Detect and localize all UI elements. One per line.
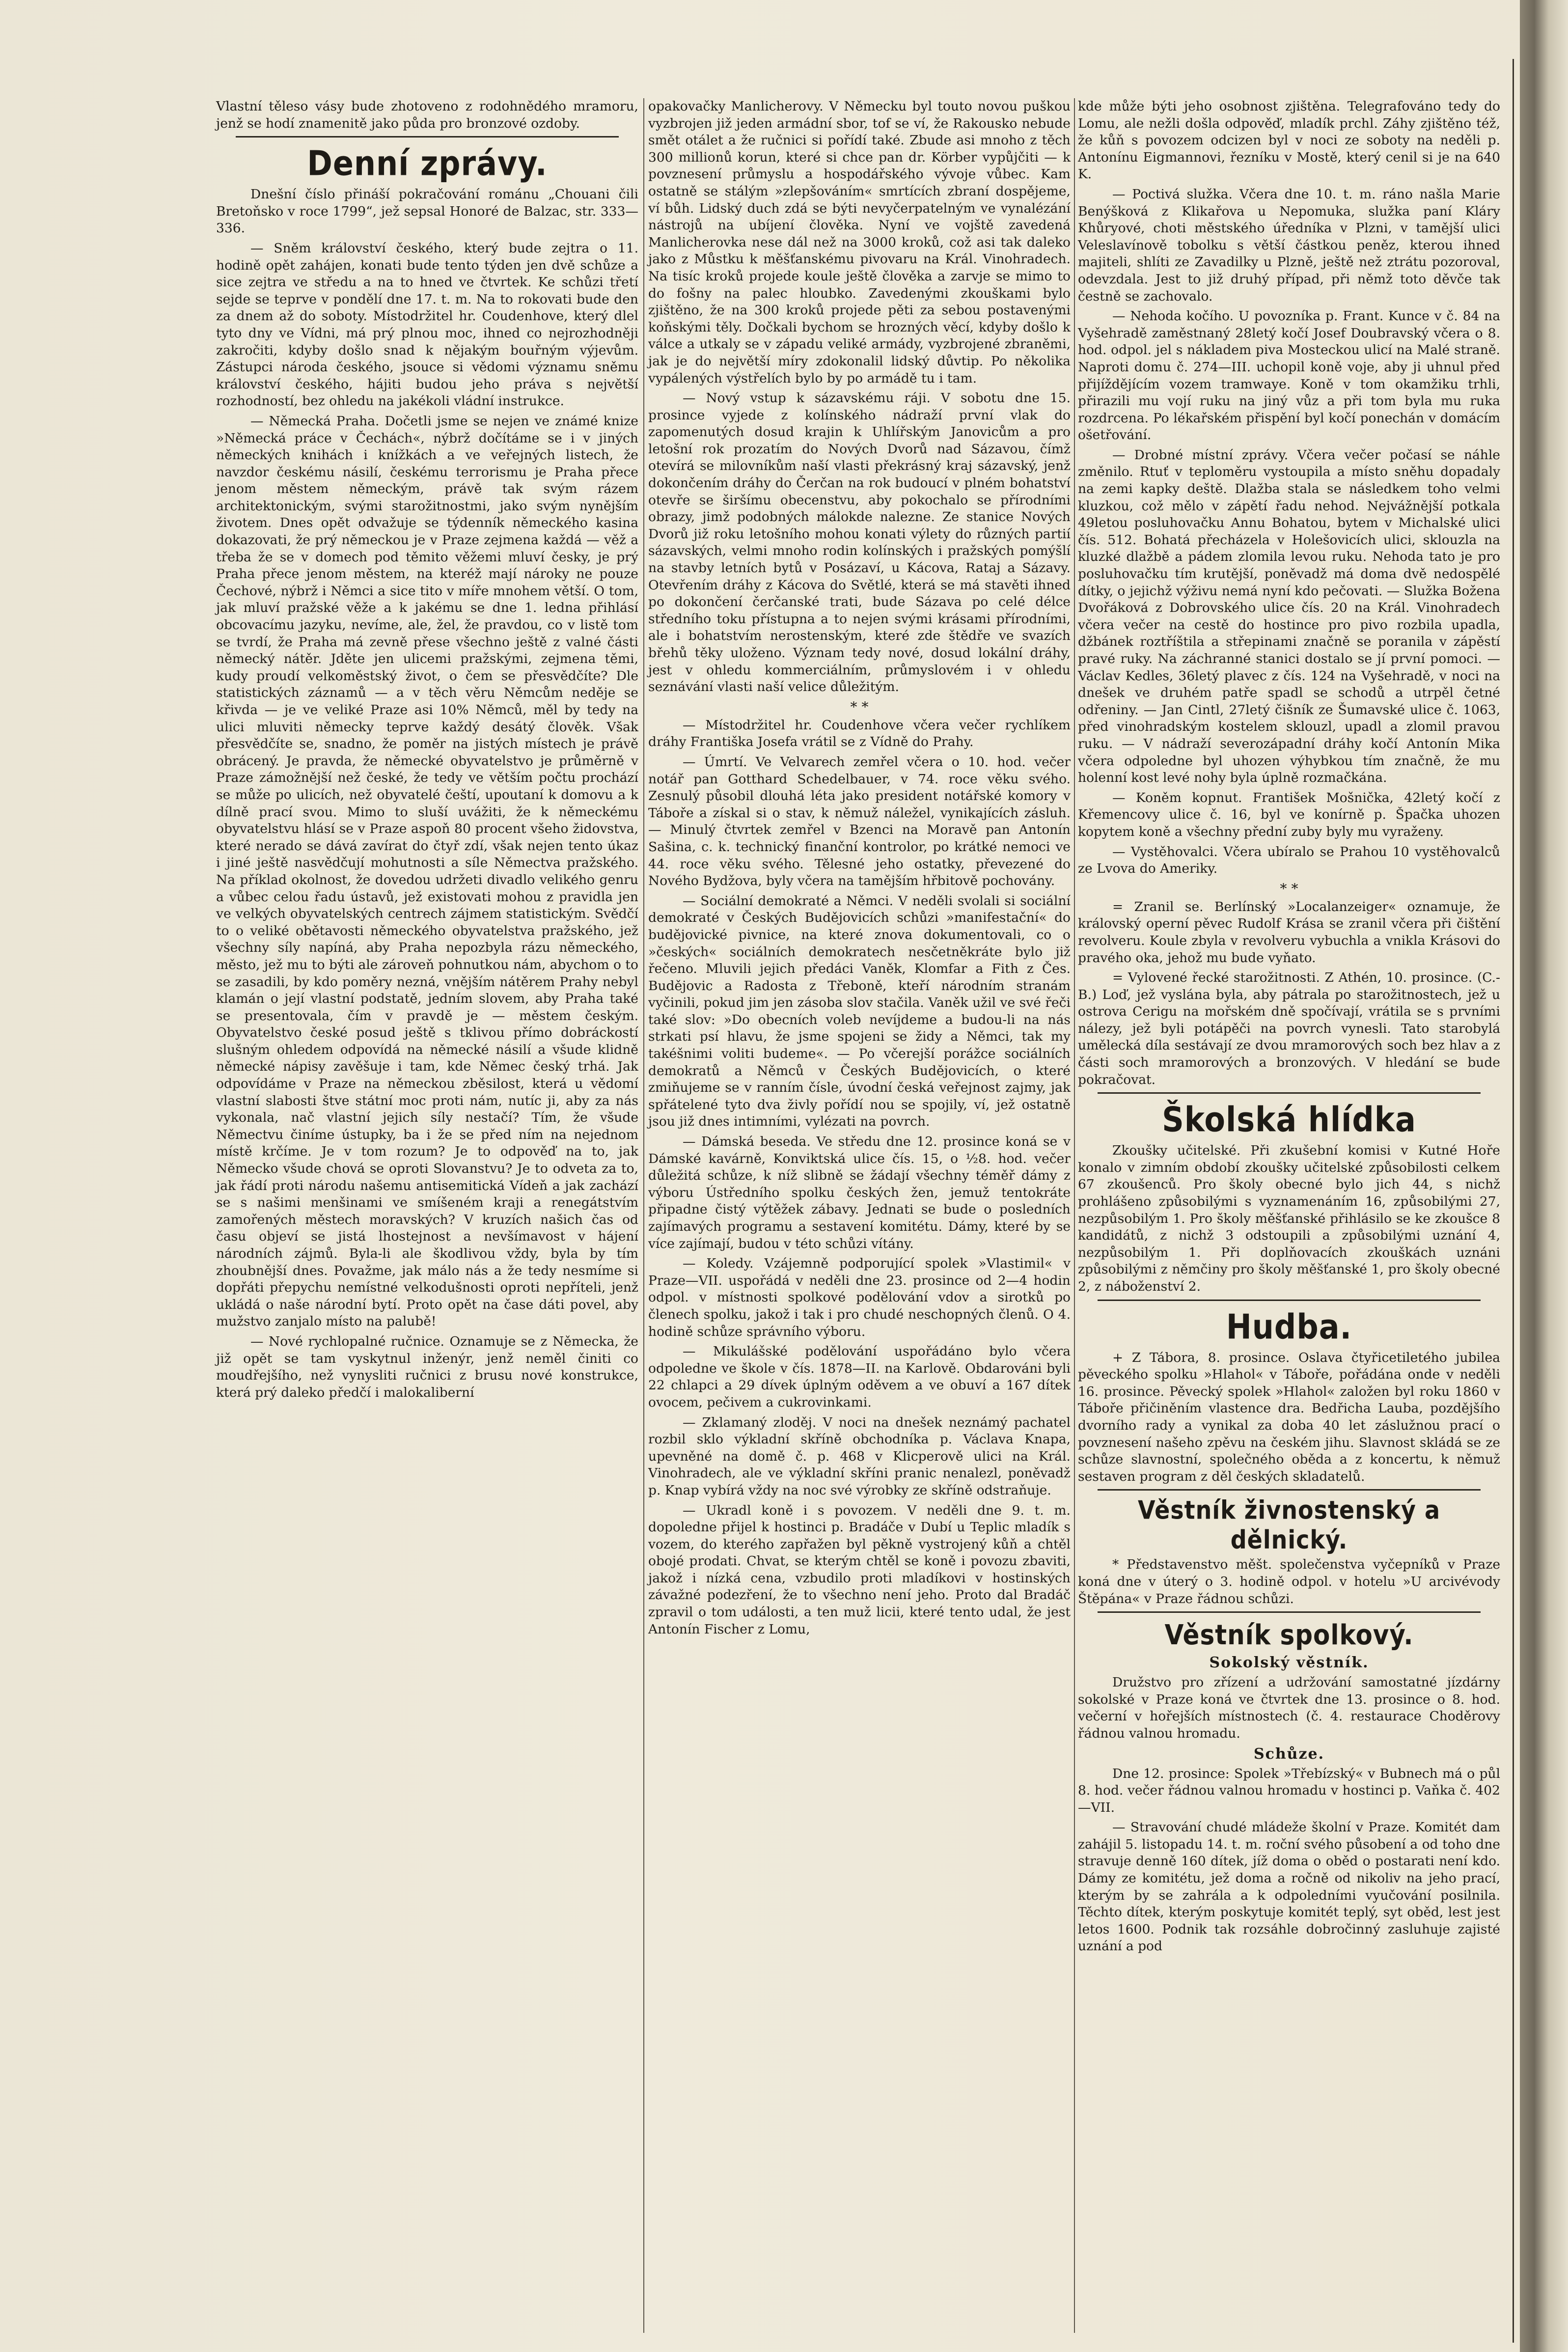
article-text: — Mikulášské podělování uspořádáno bylo včera odpoledne ve škole v čís. 1878—II. na Karlově. Obdarováni byli 22 chlapci a 29 dívek úplným oděvem a ve obuví a 167 dítek ovocem, pečivem a cukrovinkami.: [648, 1344, 1071, 1410]
section-heading: Školská hlídka: [1162, 1099, 1416, 1140]
article-text: kde může býti jeho osobnost zjištěna. Telegrafováno tedy do Lomu, ale nežli došla odpověď, mladík prchl. Záhy zjištěno též, že kůň s povozem odcizen byl v noci ze soboty na neděli p. Antonínu Eigmannovi, řezníku v Mostě, který cenil si je na 640 K.: [1078, 99, 1500, 182]
column-1: [216, 98, 638, 1404]
section-heading: Hudba.: [1226, 1306, 1352, 1347]
article-text: * Představenstvo měšt. společenstva vyčepníků v Praze koná dne v úterý o 3. hodině odpol. v hotelu »U arcivévody Štěpána« v Praze řádnou schůzi.: [1078, 1557, 1500, 1606]
article-text: — Ukradl koně i s povozem. V neděli dne 9. t. m. dopoledne přijel k hostinci p. Bradáče v Dubí u Teplic mladík s vozem, do kterého zapřažen byl pěkně vystrojený kůň a chtěl obojé prodati. Chvat, se kterým chtěl se koně i povozu zbaviti, jakož i nízká cena, vzbudilo proti mladíkovi v hostinských závažné podezření, že to všechno není jeho. Proto dal Bradáč zpravil o tom události, a ten muž licii, které tento udal, že jest Antonín Fischer z Lomu,: [648, 1502, 1071, 1637]
separator-stars: * *: [1280, 880, 1298, 897]
page-binding-edge: [1520, 0, 1568, 2352]
page-edge-line: [1513, 59, 1514, 2343]
article-text: Zkoušky učitelské. Při zkušební komisi v Kutné Hoře konalo v zimním období zkoušky učitelské způsobilosti celkem 67 zkoušenců. Pro školy obecné bylo jich 44, s nichž prohlášeno způsobilými s vyznamenáním 16, způsobilými 27, nezpůsobilým 1. Pro školy měšťanské přihlásilo se ke zkoušce 8 kandidátů, z nichž 3 odstoupili a způsobilými uznání 4, nezpůsobilým 1. Při doplňovacích zkouškách uznáni způsobilými z němčiny pro školy měšťanské 1, pro školy obecné 2, z náboženství 2.: [1078, 1143, 1500, 1294]
section-heading: Věstník spolkový.: [1164, 1619, 1414, 1651]
article-text: Dne 12. prosince: Spolek »Třebízský« v Bubnech má o půl 8. hod. večer řádnou valnou hromadu v hostinci p. Vaňka č. 402—VII.: [1078, 1766, 1500, 1815]
column-rule: [1074, 98, 1075, 2333]
section-heading: Věstník živnostenský a dělnický.: [1138, 1495, 1440, 1555]
column-3: [1078, 98, 1500, 1958]
article-text: = Zranil se. Berlínský »Localanzeiger« oznamuje, že královský operní pěvec Rudolf Krása se zranil včera při čištění revolveru. Koule zbyla v revolveru vybuchla a vnikla Krásovi do pravého oka, jehož mu bude vyňato.: [1078, 899, 1500, 966]
article-text: — Stravování chudé mládeže školní v Praze. Komitét dam zahájil 5. listopadu 14. t. m. roční svého působení a od toho dne stravuje denně 160 dítek, jíž doma o oběd o postarati není kdo. Dámy ze komitétu, jež doma a ročně od nikoliv na jeho prací, kterým by se zahrála a k odpoledními vyučování posilnila. Těchto dítek, kterým poskytuje komitét teplý, syt oběd, lest jest letos 1600. Podnik tak rozsáhle dobročinný zasluhuje zajisté uznání a pod: [1078, 1820, 1500, 1954]
article-text: — Německá Praha. Dočetli jsme se nejen ve známé knize »Německá práce v Čechách«, nýbrž dočítáme se i v jiných německých knihách i knížkách a ve veřejných listech, že navzdor českému násilí, českému terrorismu je Praha přece jenom městem německým, právě tak svým rázem architektonickým, svými starožitnostmi, jako svým nynějším životem. Dnes opět odvažuje se týdenník německého kasina dokazovati, že prý německou je v Praze zejmena každá — věž a třeba že se v domech pod těmito věžemi mluví česky, je prý Praha přece jenom městem, na kteréž mají nároky ne pouze Čechové, nýbrž i Němci a sice tito v míře mnohem větší. O tom, jak mluví pražské věže a k jakému se dne 1. ledna přihlásí obcovacímu jazyku, nevíme, ale, žel, že pravdou, co v listě tom se tvrdí, že Praha má zevně přese všechno ještě z valné části německý nátěr. Jděte jen ulicemi pražskými, zejmena těmi, kudy proudí velkoměstský život, o čem se přesvědčíte? Dle statistických záznamů — a v těch věru Němcům neděje se křivda — je ve veliké Praze asi 10% Němců, měl by tedy na ulici mluviti německy teprve každý desátý člověk. Však přesvědčíte se, snadno, že poměr na jistých místech je právě obrácený. Je pravda, že německé obyvatelstvo je průměrně v Praze zámožnější než české, že tedy ve větším počtu prochází se může po ulicích, než obyvatelé čeští, upoutaní k domovu a k dílně prací svou. Mimo to sluší uvážiti, že k německému obyvatelstvu hlásí se v Praze aspoň 80 procent všeho židovstva, které nerado se dává zavírat do čtyř zdí, však nejen tento úkaz i jiné ještě nasvědčují mohutnosti a síle Němectva pražského. Na příklad okolnost, že dovedou udržeti divadlo velikého genru a vůbec celou řadu ústavů, jež existovati mohou z pravidla jen ve velkých obyvatelských centrech zájmem statistickým. Svědčí to o veliké obětavosti německého obyvatelstva pražského, jež všechny síly napíná, aby Praha nepozbyla rázu německého, město, jež mu to býti ale zároveň pohnutkou nám, abychom o to se zasadili, by kdo poměry nezná, vnějším nátěrem Prahy nebyl klamán o její vlastní podstatě, jedním slovem, aby Praha také se presentovala, čím v pravdě je — městem českým. Obyvatelstvo české posud ještě s tklivou přímo dobráckostí slušným ohledem odpovídá na německé násilí a všude klidně německé nápisy zavěšuje i tam, kde Němec český trhá. Jak odpovídáme v Praze na německou zběsilost, která u vědomí vlastní slabosti štve státní moc proti nám, nutíc ji, aby za nás vykonala, nač vlastní jejich síly nestačí? Tím, že všude Němectvu činíme ústupky, ba i že se před ním na nejednom místě krčíme. Je v tom rozum? Je to odpověď na to, jak Německo všude chová se oproti Slovanstvu? Je to odveta za to, jak řádí proti národu našemu antisemitická Vídeň a jak zachází se s našimi menšinami ve smíšeném kraji a renegátstvím zamořených městech moravských? V kruzích našich čas od času objeví se jistá lhostejnost a nevšímavost v hájení národních zájmů. Byla-li ale škodlivou vždy, byla by tím zhoubnější dnes. Považme, jak málo nás a že tedy nesmíme si dopřáti přepychu nemístné velkodušnosti oproti nepříteli, jenž ukládá o naše národní bytí. Proto opět na čase dáti povel, aby mužstvo zanjalo místo na palubě!: [216, 413, 638, 1329]
article-text: — Sněm království českého, který bude zejtra o 11. hodině opět zahájen, konati bude tento týden jen dvě schůze a sice zejtra ve středu a na to hned ve čtvrtek. Ke schůzi třetí sejde se teprve v pondělí dne 17. t. m. Na to rokovati bude den za dnem až do soboty. Místodržitel hr. Coudenhove, který dlel tyto dny ve Vídni, má prý plnou moc, ihned co nejrozhodněji zakročiti, kdyby došlo snad k nějakým bouřným výjevům. Zástupci národa českého, jsouce si vědomi významu sněmu království českého, hájiti budou jeho práva s největší rozhodností, bez ohledu na jakékoli vládní instrukce.: [216, 240, 638, 409]
article-text: Družstvo pro zřízení a udržování samostatné jízdárny sokolské v Praze koná ve čtvrtek dne 13. prosince o 8. hod. večerní v hořejších místnostech (č. 4. restaurace Choděrovy řádnou valnou hromadu.: [1078, 1675, 1500, 1741]
article-text: — Koledy. Vzájemně podporující spolek »Vlastimil« v Praze—VII. uspořádá v neděli dne 23. prosince od 2—4 hodin odpol. v místnosti spolkové podělování vdov a sirotků po členech spolku, jakož i tak i pro chudé neschopných členů. O 4. hodině schůze správního výboru.: [648, 1256, 1071, 1339]
article-text: — Místodržitel hr. Coudenhove včera večer rychlíkem dráhy Františka Josefa vrátil se z Vídně do Prahy.: [648, 717, 1071, 750]
divider: [1098, 1611, 1481, 1613]
divider: [1098, 1092, 1481, 1094]
article-text: — Vystěhovalci. Včera ubíralo se Prahou 10 vystěhovalců ze Lvova do Ameriky.: [1078, 844, 1500, 877]
article-text: Vlastní těleso vásy bude zhotoveno z rodohnědého mramoru, jenž se hodí znamenitě jako půda pro bronzové ozdoby.: [216, 99, 638, 131]
article-text: — Koněm kopnut. František Mošnička, 42letý kočí z Křemencovy ulice č. 16, byl ve konírně p. Špačka uhozen kopytem koně a všechny přední zuby byly mu vyraženy.: [1078, 790, 1500, 839]
article-text: — Nový vstup k sázavskému ráji. V sobotu dne 15. prosince vyjede z kolínského nádraží první vlak do zapomenutých dosud krajin k Uhlířským Janovicům a pro letošní rok prozatím do Nových Dvorů nad Sázavou, čímž otevírá se milovníkům naší vlasti překrásný kraj sázavský, jenž dokončením dráhy do Čerčan na rok budoucí v plném bohatství otevře se širšímu obecenstvu, aby pokochalo se přírodními obrazy, jimž podobných málokde nalezne. Ze stanice Nových Dvorů již roku letošního mohou konati výlety do různých partií sázavských, velmi mnoho rodin kolínských i pražských pomýšlí na stavby letních bytů v Posázaví, u Kácova, Rataj a Sázavy. Otevřením dráhy z Kácova do Světlé, která se má stavěti ihned po dokončení čerčanské trati, bude Sázava po celé délce středního toku přístupna a to nejen svými krásami přírodními, ale i bohatstvím nerostenským, které zde štědře ve svazích břehů těky uloženo. Význam tedy nové, dosud lokální dráhy, jest v ohledu kommerciálním, průmyslovém i v ohledu seznávání vlasti naší velice důležitým.: [648, 390, 1071, 695]
article-text: Dnešní číslo přináší pokračování románu „Chouani čili Bretoňsko v roce 1799“, jež sepsal Honoré de Balzac, str. 333—336.: [216, 187, 638, 236]
column-2: [648, 98, 1071, 1641]
article-text: — Úmrtí. Ve Velvarech zemřel včera o 10. hod. večer notář pan Gotthard Schedelbauer, v 74. roce věku svého. Zesnulý působil dlouhá léta jako president notářské komory v Táboře a získal si o stav, k němuž náležel, vynikajících zásluh. — Minulý čtvrtek zemřel v Bzenci na Moravě pan Antonín Sašina, c. k. technický finanční kontrolor, po krátké nemoci ve 44. roce věku svého. Tělesné jeho ostatky, převezené do Nového Bydžova, byly včera na tamějším hřbitově pochovány.: [648, 754, 1071, 889]
section-heading: Denní zprávy.: [307, 143, 548, 184]
divider: [236, 136, 619, 138]
article-text: opakovačky Manlicherovy. V Německu byl touto novou puškou vyzbrojen již jeden armádní sbor, tof se ví, že Rakousko nebude smět otálet a že ručnici si pořídí také. Zbude asi mnoho z těch 300 millionů korun, které si chce pan dr. Körber vypůjčiti — k povznesení průmyslu a hospodářského vývoje vůbec. Kam ostatně se stálým »zlepšováním« smrtících zbraní dospějeme, ví bůh. Lidský duch zdá se býti nevyčerpatelným ve vynalézání nástrojů na ubíjení člověka. Nyní ve vojště zavedená Manlicherovka nese dál než na 3000 kroků, což asi tak daleko jako z Můstku k měšťanskému pivovaru na Král. Vinohradech. Na tisíc kroků projede koule ještě člověka a zarvje se mimo to do fošny na palec hloubko. Zavedenými zkouškami bylo zjištěno, že na 300 kroků projede pěti za sebou postavenými koňskými těly. Dočkali bychom se hrozných věcí, kdyby došlo k válce a utkaly se v západu veliké armády, vyzbrojené zbraněmi, jak je do největší míry zdokonalil lidský důvtip. Po několika vypálených výstřelích bylo by po armádě tu i tam.: [648, 99, 1071, 386]
article-text: = Vylovené řecké starožitnosti. Z Athén, 10. prosince. (C.-B.) Loď, jež vyslána byla, aby pátrala po starožitnostech, jež u ostrova Cerigu na mořském dně spočívají, vrátila se s prvními nálezy, jež byli potápěči na povrch vynesli. Tato starobylá umělecká díla sestávají ze dvou mramorových soch bez hlav a z části soch mramorových a bronzových. V hledání se bude pokračovat.: [1078, 970, 1500, 1087]
article-text: — Poctivá služka. Včera dne 10. t. m. ráno našla Marie Benýšková z Klikařova u Nepomuka, služka paní Kláry Khůryové, choti městského úředníka v Plzni, v tamější ulici Veleslavínově tobolku s větší částkou peněz, kterou ihned majiteli, shlíti ze Zavadilky u Plzně, ještě než ztrátu pozoroval, odevzdala. Jest to již druhý případ, při němž toto děvče tak čestně se zachovalo.: [1078, 186, 1500, 304]
article-text: + Z Tábora, 8. prosince. Oslava čtyřicetiletého jubilea pěveckého spolku »Hlahol« v Táboře, pořádána onde v neděli 16. prosince. Pěvecký spolek »Hlahol« založen byl roku 1860 v Táboře přičiněním vlastence dra. Bedřicha Lauba, pozdějšího dvorního rady a vynikal za doba 40 let záslužnou prací o povznesení našeho zpěvu na českém jihu. Slavnost skládá se ze schůze slavnostní, společného oběda a z koncertu, k němuž sestaven program z děl českých skladatelů.: [1078, 1350, 1500, 1484]
article-text: — Dámská beseda. Ve středu dne 12. prosince koná se v Dámské kavárně, Konviktská ulice čís. 15, o ½8. hod. večer důležitá schůze, k níž slibně se žádají všechny téměř dámy z výboru Ústředního spolku českých žen, jemuž tentokráte připadne čistý výtěžek zábavy. Jednati se bude o posledních zajímavých programu a sestavení komitétu. Dámy, které by se více zajímají, budou v této schůzi vítány.: [648, 1134, 1071, 1251]
article-text: — Sociální demokraté a Němci. V neděli svolali si sociální demokraté v Českých Budějovicích schůzi »manifestační« do budějovické pivnice, na které znova dokumentovali, co o »českých« sociálních demokratech nesčetněkráte bylo již řečeno. Mluvili jejich předáci Vaněk, Klomfar a Fith z Čes. Budějovic a Radosta z Třeboně, kteří národním stranám vyčinili, pokud jim jen zásoba slov stačila. Vaněk užil ve své řeči také slov: »Do obecních voleb nevíjdeme a budou-li na nás strkati psí hlavu, že jsme spojeni se židy a Němci, tak my takéšnimi voliti budeme«. — Po včerejší porážce sociálních demokratů a Němců v Českých Budějovicích, o které zmiňujeme se v ranním čísle, úvodní česká veřejnost zajmy, jak spřátelené tyto dva živly pořídí nou se spojily, ví, jež ostatně jsou již dnes intimními, vylézati na povrch.: [648, 893, 1071, 1130]
column-rule: [643, 98, 644, 2333]
divider: [1098, 1489, 1481, 1491]
article-text: — Nehoda kočího. U povozníka p. Frant. Kunce v č. 84 na Vyšehradě zaměstnaný 28letý kočí Josef Doubravský včera o 8. hod. odpol. jel s nákladem piva Mosteckou ulicí na Malé straně. Naproti domu č. 274—III. uchopil koně voje, aby ji uhnul před přijíždějícím vozem tramwaye. Koně v tom okamžiku trhli, přirazili mu vojí ruku na jiný vůz a při tom byla mu ruka rozdrcena. Po lékařském přispění byl kočí ponechán v domácím ošetřování.: [1078, 308, 1500, 443]
subheading: Sokolský věstník.: [1209, 1654, 1369, 1672]
separator-stars: * *: [850, 698, 869, 715]
article-text: — Drobné místní zprávy. Včera večer počasí se náhle změnilo. Rtuť v teploměru vystoupila a místo sněhu dopadaly na zemi kapky deště. Dlažba stala se následkem toho velmi kluzkou, což mělo v zápětí řadu nehod. Nejvážnější potkala 49letou posluhovačku Annu Bohatou, bytem v Michalské ulici čís. 512. Bohatá přecházela v Holešovicích ulici, sklouzla na kluzké dlažbě a pádem zlomila levou ruku. Nehoda tato je pro posluhovačku tím krutější, poněvadž má doma dvě nedospělé dítky, o jejichž výživu nemá nyní kdo pečovati. — Služka Božena Dvořáková z Dobrovského ulice čís. 20 na Král. Vinohradech včera večer na cestě do hostince pro pivo rozbila upadla, džbánek roztříštila a střepinami značně se poranila v zápěstí pravé ruky. Na záchranné stanici dostalo se jí první pomoci. — Václav Kedles, 36letý plavec z čís. 124 na Vyšehradě, v noci na dnešek ve druhém patře spadl se schodů a utrpěl četné odřeniny. — Jan Cintl, 27letý čišník ze Šumavské ulice č. 1063, před vinohradským kostelem sklouzl, upadl a zlomil pravou ruku. — V nádraží severozápadní dráhy kočí Antonín Mika včera odpoledne byl uhozen výhybkou tím značně, že mu holenní kost levé nohy byla úplně rozmačkána.: [1078, 447, 1500, 786]
subheading: Schůze.: [1253, 1745, 1325, 1763]
article-text: — Zklamaný zloděj. V noci na dnešek neznámý pachatel rozbil sklo výkladní skříně obchodníka p. Václava Knapa, upevněné na domě č. p. 468 v Klicperově ulici na Král. Vinohradech, ale ve výkladní skříni pranic nenalezl, poněvadž p. Knap vybírá vždy na noc své výrobky ze skříně odstraňuje.: [648, 1414, 1071, 1498]
divider: [1098, 1300, 1481, 1301]
article-text: — Nové rychlopalné ručnice. Oznamuje se z Německa, že již opět se tam vyskytnul inženýr, jenž neměl činiti co moudřejšího, než vynysliti ručnici z brusu nové konstrukce, která prý daleko předčí i malokaliberní: [216, 1333, 638, 1400]
